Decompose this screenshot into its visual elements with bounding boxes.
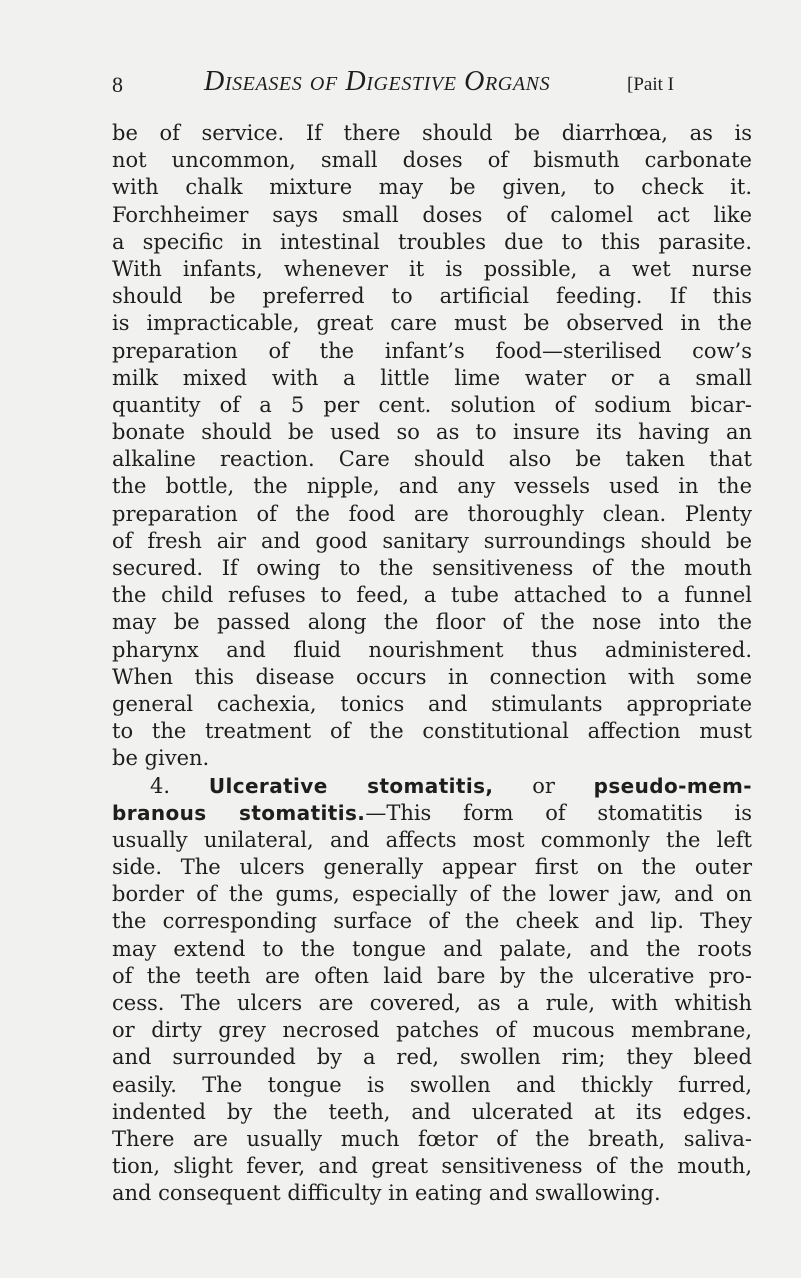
section-heading-b-cont: branous stomatitis. (112, 800, 366, 825)
section-body (112, 827, 752, 1208)
section-first-line-rest: —This form of stomatitis is (365, 800, 752, 825)
section-heading-line-2 (112, 800, 752, 827)
text-line: pharynx and fluid nourishment thus administered. (112, 637, 752, 662)
text-line: of the teeth are often laid bare by the ulcerative pro- (112, 963, 752, 988)
text-line: be given. (112, 746, 210, 771)
section-heading-a: Ulcerative stomatitis, (208, 773, 494, 798)
text-line: cess. The ulcers are covered, as a rule, with whitish (112, 991, 752, 1015)
text-line: usually unilateral, and affects most commonly the left (112, 827, 752, 852)
text-line: With infants, whenever it is possible, a wet nurse (112, 256, 752, 281)
text-line: a specific in intestinal troubles due to this parasite. (112, 229, 752, 254)
text-line: is impracticable, great care must be observed in the (112, 311, 752, 336)
section-heading-connector: or (532, 773, 555, 798)
text-line: Forchheimer says small doses of calomel act like (112, 202, 752, 227)
text-line: of fresh air and good sanitary surroundings should be (112, 528, 752, 553)
text-line: alkaline reaction. Care should also be taken that (112, 447, 752, 472)
text-line: When this disease occurs in connection with some (112, 664, 752, 689)
text-line: may be passed along the floor of the nose into the (112, 610, 752, 635)
text-line: should be preferred to artificial feeding. If this (112, 284, 752, 309)
text-line: general cachexia, tonics and stimulants appropriate (112, 691, 752, 716)
section-ulcerative-stomatitis (112, 773, 752, 1208)
text-line: may extend to the tongue and palate, and the roots (112, 936, 752, 961)
text-line: or dirty grey necrosed patches of mucous membrane, (112, 1018, 752, 1043)
text-line: milk mixed with a little lime water or a small (112, 365, 752, 390)
text-line: the bottle, the nipple, and any vessels used in the (112, 474, 752, 499)
text-line: secured. If owing to the sensitiveness of the mouth (112, 556, 752, 580)
text-line: border of the gums, especially of the lower jaw, and on (112, 882, 752, 907)
text-line: not uncommon, small doses of bismuth carbonate (112, 148, 752, 173)
page-number: 8 (112, 72, 123, 97)
text-line: There are usually much fœtor of the breath, saliva- (112, 1126, 752, 1151)
text-line: be of service. If there should be diarrhœa, as is (112, 121, 752, 145)
text-line: side. The ulcers generally appear first on the outer (112, 855, 752, 880)
text-line: and consequent difficulty in eating and swallowing. (112, 1181, 661, 1206)
text-line: preparation of the infant’s food—sterilised cow’s (112, 338, 752, 363)
text-line: preparation of the food are thoroughly clean. Plenty (112, 501, 752, 526)
text-line: bonate should be used so as to insure its having an (112, 420, 752, 445)
paragraph-treatment (112, 120, 752, 773)
section-number: 4. (150, 773, 171, 798)
part-label: [Pait I (627, 74, 674, 95)
page-header (112, 66, 752, 106)
section-heading-b: pseudo-mem- (593, 773, 752, 798)
text-line: the child refuses to feed, a tube attached to a funnel (112, 583, 752, 608)
text-line: tion, slight fever, and great sensitiveness of the mouth, (112, 1154, 752, 1179)
running-head: Diseases of Digestive Organs (204, 66, 551, 97)
section-heading-line (112, 773, 752, 800)
text-line: with chalk mixture may be given, to check it. (112, 175, 752, 200)
text-line: indented by the teeth, and ulcerated at its edges. (112, 1099, 752, 1124)
text-line: the corresponding surface of the cheek and lip. They (112, 909, 752, 934)
text-line: and surrounded by a red, swollen rim; they bleed (112, 1045, 752, 1070)
page-body (112, 120, 752, 1208)
text-line: easily. The tongue is swollen and thickly furred, (112, 1072, 752, 1097)
text-line: to the treatment of the constitutional affection must (112, 719, 752, 744)
text-line: quantity of a 5 per cent. solution of sodium bicar- (112, 392, 752, 417)
